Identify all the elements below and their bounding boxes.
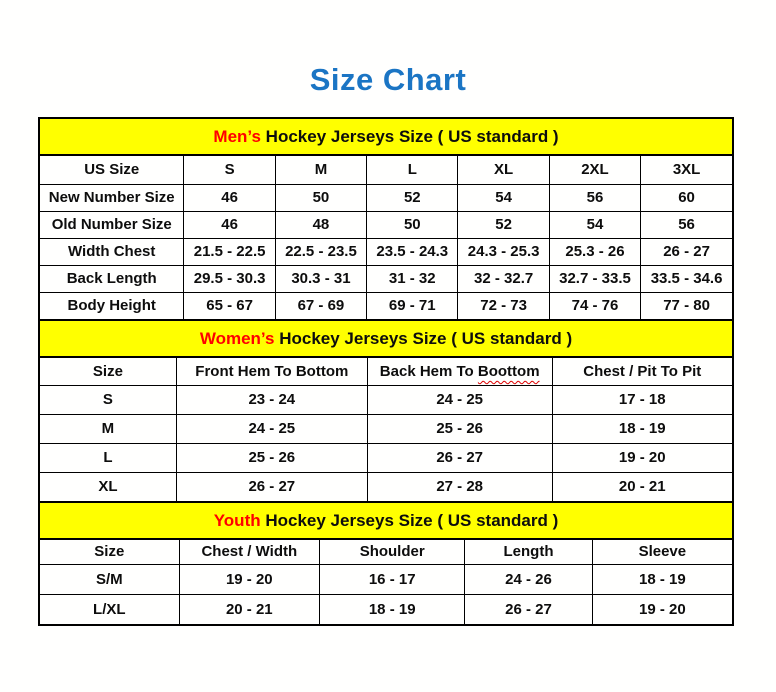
- row-label: Width Chest: [40, 238, 184, 265]
- column-header: Shoulder: [320, 540, 465, 564]
- header-row: [40, 540, 732, 564]
- size-value: 20 - 21: [179, 594, 319, 624]
- size-value: 26 - 27: [176, 472, 367, 501]
- size-value: 24.3 - 25.3: [458, 238, 549, 265]
- youth-size-table: [40, 540, 732, 624]
- size-value: 19 - 20: [592, 594, 732, 624]
- misspelled-word: Boottom: [477, 362, 540, 380]
- row-label: S: [40, 385, 176, 414]
- column-header: US Size: [40, 156, 184, 184]
- table-row: [40, 211, 732, 238]
- table-row: [40, 385, 732, 414]
- size-value: 30.3 - 31: [275, 265, 366, 292]
- column-header: 2XL: [549, 156, 640, 184]
- size-value: 21.5 - 22.5: [184, 238, 275, 265]
- row-label: Body Height: [40, 292, 184, 319]
- page-title: Size Chart: [309, 62, 467, 97]
- table-row: [40, 238, 732, 265]
- size-value: 67 - 69: [275, 292, 366, 319]
- column-header: Front Hem To Bottom: [176, 358, 367, 385]
- row-label: XL: [40, 472, 176, 501]
- column-header: XL: [458, 156, 549, 184]
- size-value: 29.5 - 30.3: [184, 265, 275, 292]
- womens-section-band: [40, 321, 732, 358]
- mens-band-text: Hockey Jerseys Size ( US standard ): [260, 126, 559, 146]
- mens-section: [38, 117, 734, 321]
- table-row: [40, 594, 732, 624]
- row-label: Old Number Size: [40, 211, 184, 238]
- row-label: L: [40, 443, 176, 472]
- size-value: 72 - 73: [458, 292, 549, 319]
- size-value: 31 - 32: [367, 265, 458, 292]
- column-header: Size: [40, 358, 176, 385]
- size-value: 26 - 27: [641, 238, 732, 265]
- size-value: 65 - 67: [184, 292, 275, 319]
- size-value: 25 - 26: [367, 414, 552, 443]
- table-row: [40, 564, 732, 594]
- size-value: 60: [641, 184, 732, 211]
- mens-section-band: [40, 119, 732, 156]
- size-value: 22.5 - 23.5: [275, 238, 366, 265]
- mens-size-table: [40, 156, 732, 319]
- size-value: 26 - 27: [367, 443, 552, 472]
- size-value: 32.7 - 33.5: [549, 265, 640, 292]
- size-value: 56: [641, 211, 732, 238]
- womens-band-accent: Women’s: [199, 328, 275, 348]
- size-value: 16 - 17: [320, 564, 465, 594]
- size-value: 23 - 24: [176, 385, 367, 414]
- table-row: [40, 472, 732, 501]
- column-header: L: [367, 156, 458, 184]
- youth-band-accent: Youth: [213, 510, 261, 530]
- size-value: 24 - 25: [176, 414, 367, 443]
- size-value: 20 - 21: [552, 472, 732, 501]
- column-header: Back Hem To Boottom: [367, 358, 552, 385]
- youth-band-text: Hockey Jerseys Size ( US standard ): [260, 510, 559, 530]
- size-value: 74 - 76: [549, 292, 640, 319]
- column-header: S: [184, 156, 275, 184]
- size-value: 23.5 - 24.3: [367, 238, 458, 265]
- header-row: [40, 156, 732, 184]
- table-row: [40, 184, 732, 211]
- size-value: 18 - 19: [552, 414, 732, 443]
- row-label: New Number Size: [40, 184, 184, 211]
- column-header: Chest / Width: [179, 540, 319, 564]
- size-value: 32 - 32.7: [458, 265, 549, 292]
- womens-band-text: Hockey Jerseys Size ( US standard ): [274, 328, 573, 348]
- size-value: 24 - 26: [465, 564, 592, 594]
- size-value: 19 - 20: [552, 443, 732, 472]
- column-header: Chest / Pit To Pit: [552, 358, 732, 385]
- size-value: 33.5 - 34.6: [641, 265, 732, 292]
- row-label: Back Length: [40, 265, 184, 292]
- size-value: 25 - 26: [176, 443, 367, 472]
- column-header: Sleeve: [592, 540, 732, 564]
- size-value: 54: [458, 184, 549, 211]
- size-value: 46: [184, 211, 275, 238]
- size-value: 52: [367, 184, 458, 211]
- youth-section: [38, 503, 734, 626]
- womens-size-table: [40, 358, 732, 501]
- size-value: 17 - 18: [552, 385, 732, 414]
- size-value: 50: [275, 184, 366, 211]
- size-value: 56: [549, 184, 640, 211]
- size-value: 77 - 80: [641, 292, 732, 319]
- table-row: [40, 443, 732, 472]
- column-header: M: [275, 156, 366, 184]
- size-value: 27 - 28: [367, 472, 552, 501]
- size-value: 46: [184, 184, 275, 211]
- table-row: [40, 265, 732, 292]
- size-value: 18 - 19: [592, 564, 732, 594]
- youth-section-band: [40, 503, 732, 540]
- column-header: 3XL: [641, 156, 732, 184]
- size-value: 26 - 27: [465, 594, 592, 624]
- size-value: 50: [367, 211, 458, 238]
- column-header: Length: [465, 540, 592, 564]
- size-value: 24 - 25: [367, 385, 552, 414]
- size-chart: [38, 117, 734, 626]
- womens-section: [38, 321, 734, 503]
- size-value: 48: [275, 211, 366, 238]
- table-row: [40, 292, 732, 319]
- size-value: 69 - 71: [367, 292, 458, 319]
- row-label: S/M: [40, 564, 179, 594]
- size-value: 52: [458, 211, 549, 238]
- size-value: 18 - 19: [320, 594, 465, 624]
- column-header: Size: [40, 540, 179, 564]
- header-row: [40, 358, 732, 385]
- row-label: L/XL: [40, 594, 179, 624]
- size-value: 54: [549, 211, 640, 238]
- size-value: 19 - 20: [179, 564, 319, 594]
- table-row: [40, 414, 732, 443]
- mens-band-accent: Men’s: [213, 126, 261, 146]
- size-value: 25.3 - 26: [549, 238, 640, 265]
- row-label: M: [40, 414, 176, 443]
